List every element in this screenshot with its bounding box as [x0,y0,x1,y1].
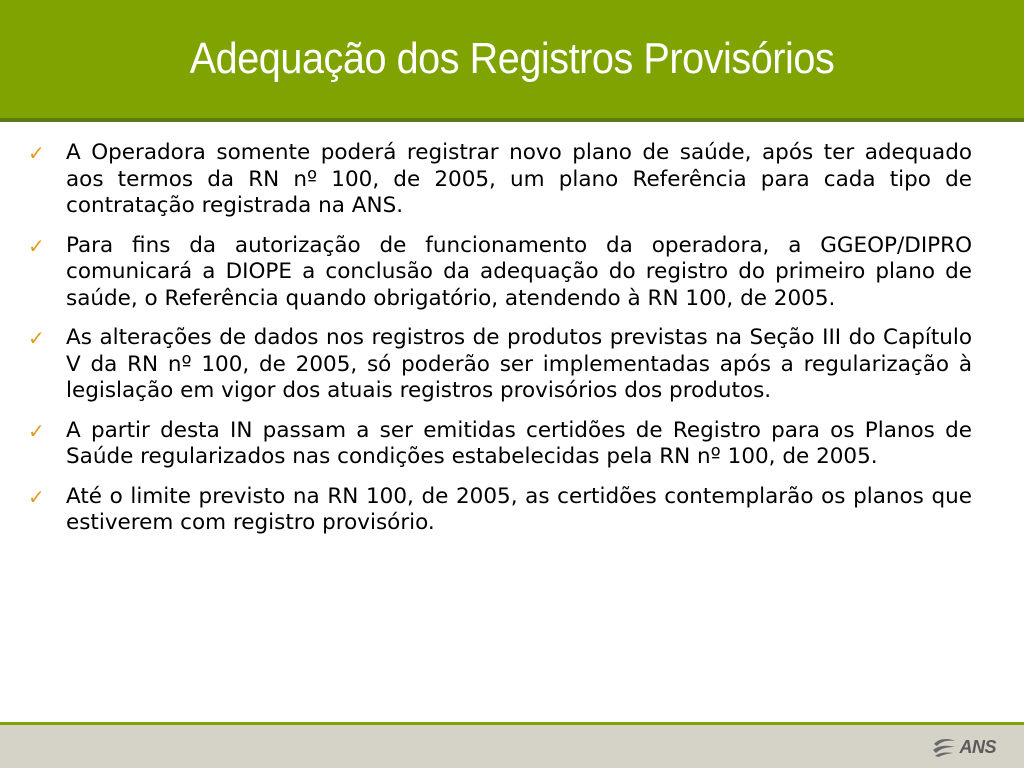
bullet-text: A partir desta IN passam a ser emitidas certidões de Registro para os Planos de Saúde regularizados nas condições estabelecidas pela RN nº 100, de 2005. [66,417,972,469]
logo-text: ANS [959,736,996,757]
bullet-item [28,140,972,220]
bullet-item [28,418,972,471]
slide-title: Adequação dos Registros Provisórios [189,34,835,83]
bullet-list [28,140,972,550]
checkmark-icon: ✓ [28,326,45,350]
bullet-text: As alterações de dados nos registros de produtos previstas na Seção III do Capítulo V da RN nº 100, de 2005, só poderão ser implementadas após a regularização à legislação em vigor dos atuais registros provisórios dos produtos. [66,325,972,403]
ans-logo-icon [931,736,957,758]
ans-logo [931,733,996,761]
bullet-text: A Operadora somente poderá registrar novo plano de saúde, após ter adequado aos termos da RN nº 100, de 2005, um plano Referência para cada tipo de contratação registrada na ANS. [66,140,972,218]
checkmark-icon: ✓ [28,418,45,443]
bullet-item [28,325,972,405]
checkmark-icon: ✓ [28,141,45,165]
checkmark-icon: ✓ [28,233,45,258]
footer-bar [0,725,1024,768]
title-bar-rule [0,118,1024,122]
checkmark-icon: ✓ [28,484,45,509]
bullet-text: Até o limite previsto na RN 100, de 2005, as certidões contemplarão os planos que estiverem com registro provisório. [66,483,972,535]
bullet-item [28,233,972,313]
bullet-text: Para fins da autorização de funcionamento da operadora, a GGEOP/DIPRO comunicará a DIOPE a conclusão da adequação do registro do primeiro plano de saúde, o Referência quando obrigatório, atendendo à RN 100, de 2005. [66,232,972,311]
bullet-item [28,484,972,537]
